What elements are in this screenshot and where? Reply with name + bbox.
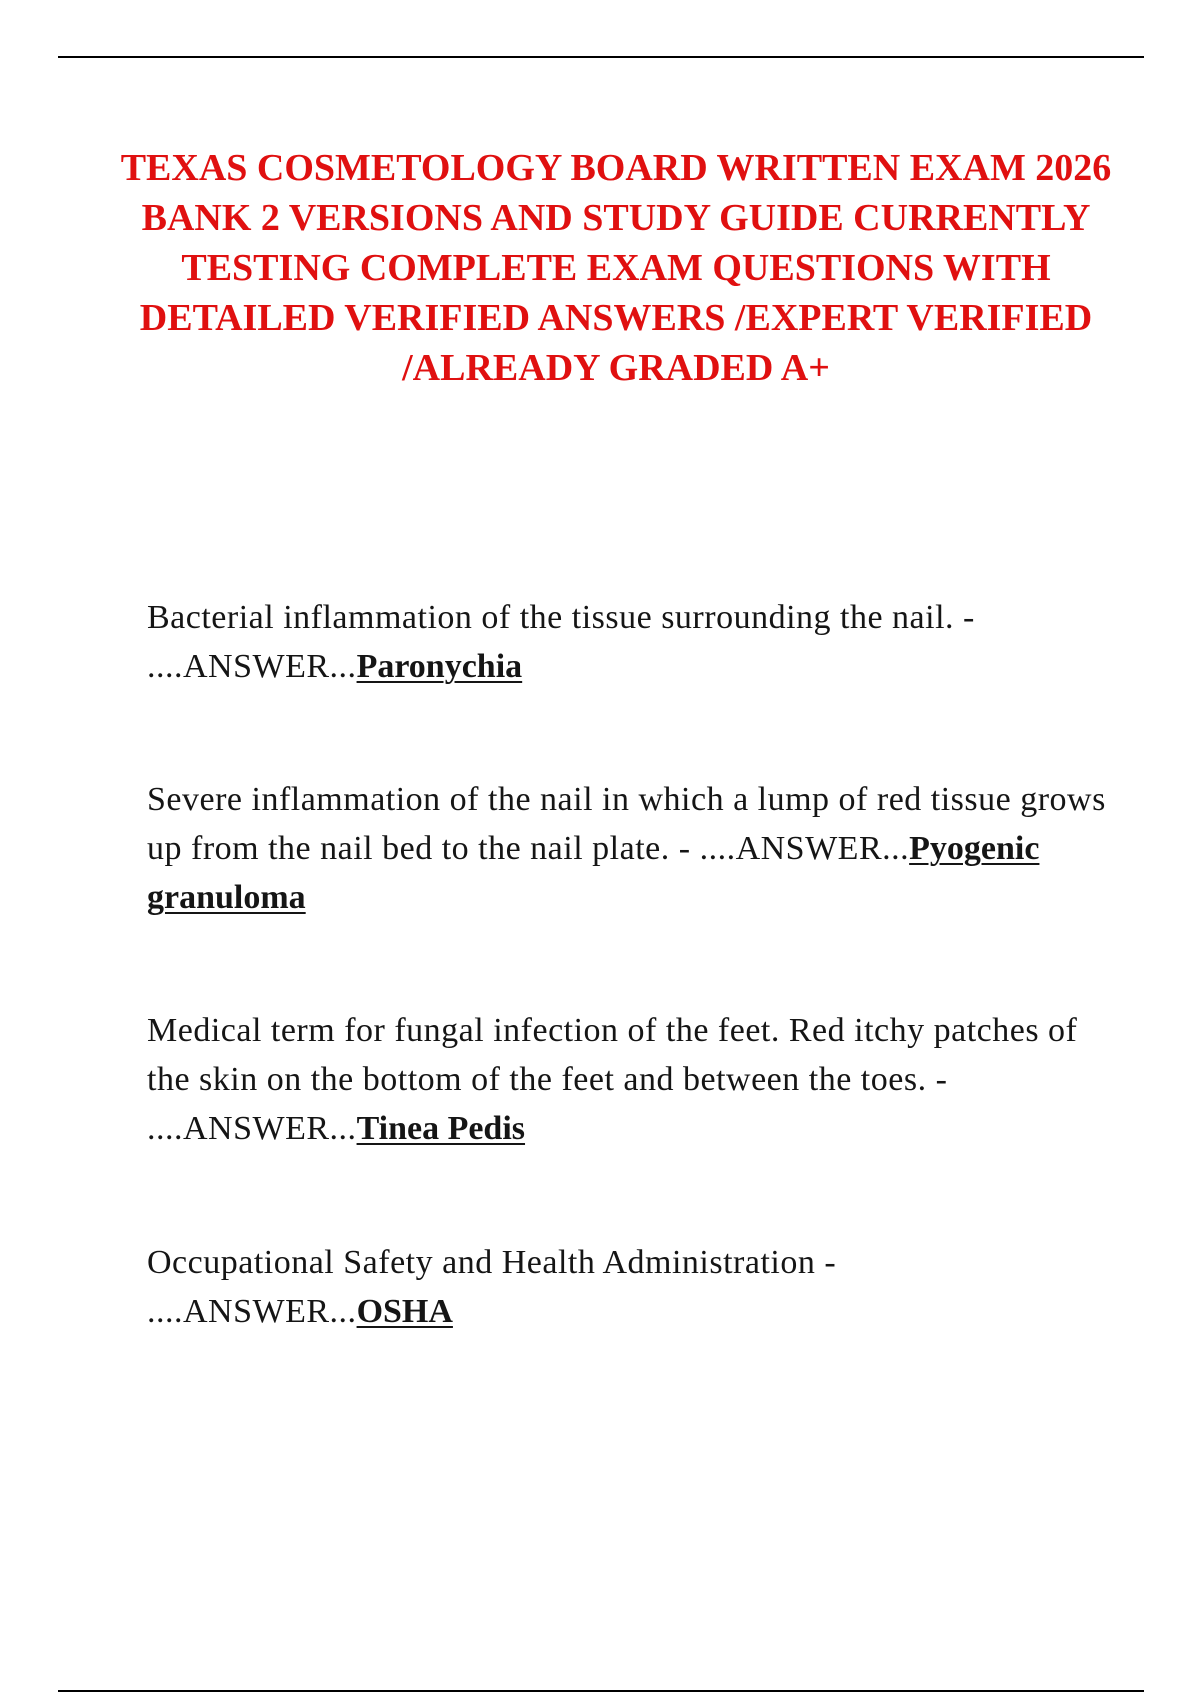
question-text: Medical term for fungal infection of the feet. Red itchy patches of the skin on the bottom of the feet and between the toes. - ....ANSWER... bbox=[147, 1012, 1078, 1147]
top-divider bbox=[58, 56, 1144, 58]
answer-text: Tinea Pedis bbox=[356, 1110, 526, 1147]
question-text: Bacterial inflammation of the tissue surrounding the nail. - ....ANSWER... bbox=[147, 599, 975, 685]
question-item bbox=[147, 775, 1107, 922]
question-item bbox=[147, 1006, 1107, 1153]
answer-text: OSHA bbox=[356, 1293, 453, 1330]
question-item bbox=[147, 1238, 1107, 1336]
bottom-divider bbox=[58, 1690, 1144, 1692]
document-title: TEXAS COSMETOLOGY BOARD WRITTEN EXAM 2026 BANK 2 VERSIONS AND STUDY GUIDE CURRENTLY TESTING COMPLETE EXAM QUESTIONS WITH DETAILED VERIFIED ANSWERS /EXPERT VERIFIED /ALREADY GRADED A+ bbox=[120, 147, 1112, 389]
question-text: Occupational Safety and Health Administration - ....ANSWER... bbox=[147, 1244, 837, 1330]
question-text: Severe inflammation of the nail in which a lump of red tissue grows up from the nail bed to the nail plate. - ....ANSWER... bbox=[147, 781, 1106, 867]
question-item bbox=[147, 593, 1107, 691]
answer-text: Paronychia bbox=[356, 648, 523, 685]
answer-text: Pyogenic granuloma bbox=[147, 830, 1040, 916]
